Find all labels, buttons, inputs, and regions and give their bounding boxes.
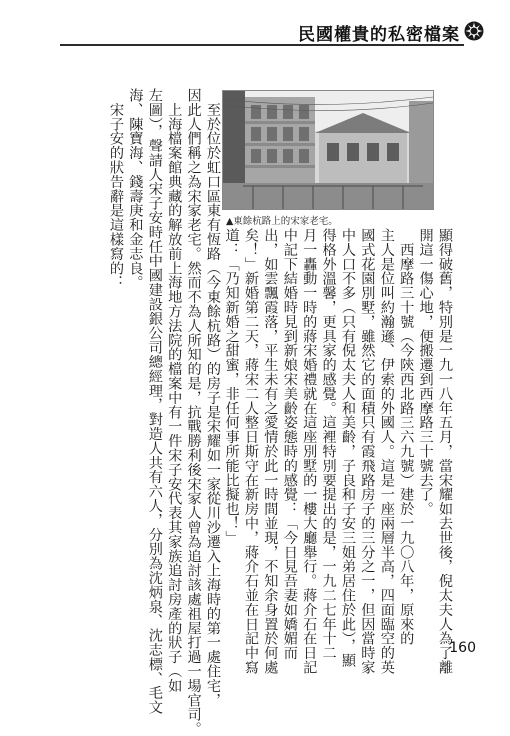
text-column: 顯得破舊，特別是一九一八年五月，當宋耀如去世後，倪太夫人為了離	[437, 228, 453, 675]
sun-emblem-icon	[464, 21, 484, 41]
text-column: 道：「乃知新婚之甜蜜，非任何事所能比擬也！」	[223, 228, 240, 545]
text-column: 至於位於虹口區東有恆路（今東餘杭路）的房子是宋耀如一家從川沙遷入上海時的第一處住宅，	[205, 88, 221, 708]
book-title: 民國權貴的私密檔案	[298, 25, 460, 45]
text-column: 宋子安的狀告辭是這樣寫的：	[108, 88, 124, 290]
text-column: 上海檔案館典藏的解放前上海地方法院的檔案中有一件宋子安代表其家族追討房產的狀子（如	[166, 88, 183, 693]
text-column: 西摩路三十號（今陝西北路三六九號）建於一九〇八年，原來的	[398, 228, 415, 646]
page-header	[0, 0, 510, 60]
text-column: 月一轟動一時的蔣宋婚禮就在這座別墅的一樓大廳舉行。蔣介石在日記	[301, 228, 318, 675]
text-column: 因此人們稱之為宋家老宅。然而不為人所知的是，抗戰勝利後宋家人曾為追討該處祖屋打過一場官司。	[185, 88, 202, 736]
text-column: 左圖），聲請人宋子安時任中國建設銀公司總經理，對造人共有六人，分別為沈炳泉、沈志標、毛文	[146, 88, 163, 715]
text-column: 開這一傷心地，便搬遷到西摩路三十號去了。	[417, 228, 434, 516]
text-column: 得格外溫馨，更具家的感覺。這裡特別要提出的是，一九二七年十二	[320, 228, 337, 660]
text-column: 海、陳寶海、錢壽庚和金志良。	[127, 88, 144, 290]
photo-caption: ▲東餘杭路上的宋家老宅。	[226, 216, 338, 227]
text-column: 中記下結婚時見到新娘宋美齡姿態時的感覺：「今日見吾妻如嬌媚而	[281, 228, 298, 660]
text-column: 出，如雲飄霞落，平生未有之愛情於此一時間並現，不知余身置於何處	[262, 228, 279, 675]
page-number: 160	[449, 640, 476, 656]
text-column: 矣！」新婚第二天，蔣宋二人整日斯守在新房中，蔣介石並在日記中寫	[243, 228, 259, 675]
text-column: 中人口不多（只有倪太夫人和美齡，子良和子安三姐弟居住於此），顯	[340, 228, 356, 668]
text-column: 主人是位叫約瀚遜、伊索的外國人。這是一座兩層半高，四面臨空的英	[378, 228, 395, 675]
text-column: 國式花園別墅，雖然它的面積只有霞飛路房子的三分之一，但因當時家	[359, 228, 376, 675]
old-house-photo	[222, 90, 434, 210]
